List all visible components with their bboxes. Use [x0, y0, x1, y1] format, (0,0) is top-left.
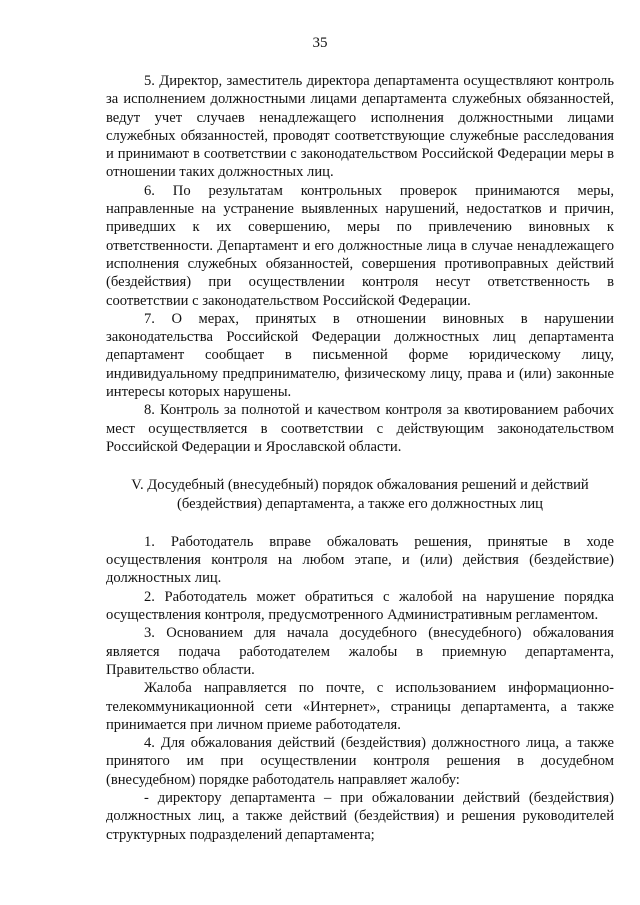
- paragraph-complaint-channels: Жалоба направляется по почте, с использованием информационно-телекоммуникационной сети «Интернет», страницы департамента, а также принимается при личном приеме работодателя.: [106, 680, 614, 733]
- page-number: 35: [312, 35, 328, 51]
- document-body: [106, 72, 614, 844]
- paragraph-v-2: 2. Работодатель может обратиться с жалобой на нарушение порядка осуществления контроля, предусмотренного Административным регламентом.: [106, 588, 614, 624]
- paragraph-v-1: 1. Работодатель вправе обжаловать решения, принятые в ходе осуществления контроля на любом этапе, и (или) действия (бездействие) должностных лиц.: [106, 533, 614, 587]
- section-heading: [106, 476, 614, 513]
- paragraph-8: 8. Контроль за полнотой и качеством контроля за квотированием рабочих мест осуществляется в соответствии с действующим законодательством Российской Федерации и Ярославской области.: [106, 402, 614, 455]
- section-heading-line-2: (бездействия) департамента, а также его должностных лиц: [177, 495, 543, 512]
- paragraph-v-4: 4. Для обжалования действий (бездействия) должностного лица, а также принятого им при осуществлении контроля решения в досудебном (внесудебном) порядке работодатель направляет жалобу:: [106, 735, 614, 788]
- paragraph-5: 5. Директор, заместитель директора департамента осуществляют контроль за исполнением должностными лицами департамента служебных обязанностей, ведут учет случаев ненадлежащего исполнения должностными лицами служебных обязанностей, проводят соответствующие служебные расследования и принимают в соответствии с законодательством Российской Федерации меры в отношении таких должностных лиц.: [106, 73, 614, 181]
- paragraph-6: 6. По результатам контрольных проверок принимаются меры, направленные на устранение выявленных нарушений, недостатков и причин, приведших к их совершению, меры по привлечению виновных к ответственности. Департамент и его должностные лица в случае ненадлежащего исполнения служебных обязанностей, совершения противоправных действий (бездействия) при осуществлении контроля несут ответственность в соответствии с законодательством Российской Федерации.: [106, 182, 614, 309]
- paragraph-v-3: 3. Основанием для начала досудебного (внесудебного) обжалования является подача работодателем жалобы в приемную департамента, Правительство области.: [106, 625, 614, 678]
- list-item-director: - директору департамента – при обжаловании действий (бездействия) должностных лиц, а также действий (бездействия) и решения руководителей структурных подразделений департамента;: [106, 789, 614, 843]
- paragraph-7: 7. О мерах, принятых в отношении виновных в нарушении законодательства Российской Федерации должностных лиц департамента департамент сообщает в письменной форме юридическому лицу, индивидуальному предпринимателю, физическому лицу, права и (или) законные интересы которых нарушены.: [106, 310, 614, 401]
- section-heading-line-1: V. Досудебный (внесудебный) порядок обжалования решений и действий: [131, 477, 589, 494]
